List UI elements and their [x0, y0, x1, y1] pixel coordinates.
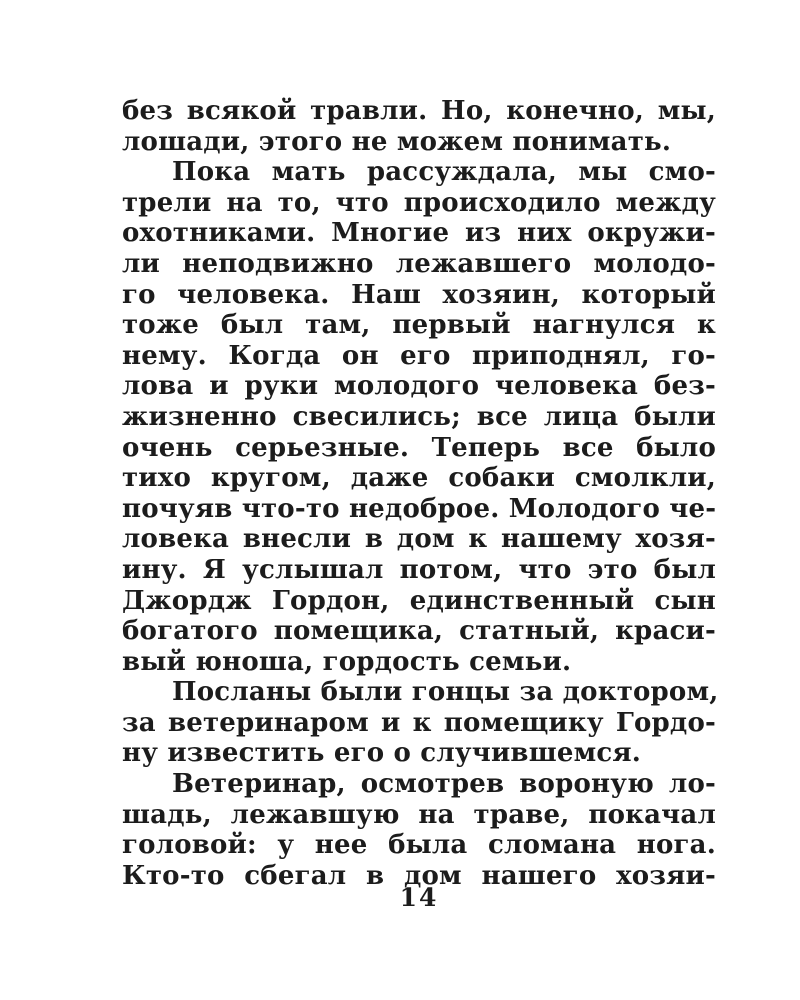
text-line: ину. Я услышал потом, что это был: [122, 554, 716, 585]
text-line: Джордж Гордон, единственный сын: [122, 585, 716, 616]
text-line: жизненно свесились; все лица были: [122, 401, 716, 432]
text-line: тоже был там, первый нагнулся к: [122, 310, 716, 341]
text-line: ну известить его о случившемся.: [122, 738, 642, 769]
text-line: за ветеринаром и к помещику Гордо-: [122, 707, 716, 738]
text-line: очень серьезные. Теперь все было: [122, 432, 716, 463]
text-line: лова и руки молодого человека без-: [122, 371, 716, 402]
text-line: без всякой травли. Но, конечно, мы,: [122, 96, 716, 126]
body-text: [122, 96, 719, 891]
text-line: тихо кругом, даже собаки смолкли,: [122, 463, 716, 494]
text-line: лошади, этого не можем понимать.: [122, 126, 672, 157]
text-line: ловека внесли в дом к нашему хозя-: [122, 524, 716, 555]
text-line: богатого помещика, статный, краси-: [122, 616, 716, 647]
text-line: головой: у нее была сломана нога.: [122, 830, 716, 861]
text-line: Посланы были гонцы за доктором,: [172, 677, 719, 708]
text-line: Кто-то сбегал в дом нашего хозяи-: [122, 860, 716, 891]
text-line: ли неподвижно лежавшего молодо-: [122, 248, 716, 279]
text-line: шадь, лежавшую на траве, покачал: [122, 799, 716, 830]
text-line: почуяв что-то недоброе. Молодого че-: [122, 493, 717, 524]
page-number: 14: [399, 883, 439, 912]
text-line: трели на то, что происходило между: [122, 187, 716, 218]
text-line: Ветеринар, осмотрев вороную ло-: [172, 769, 716, 800]
text-line: вый юноша, гордость семьи.: [122, 646, 572, 677]
text-line: охотниками. Многие из них окружи-: [122, 218, 716, 249]
text-line: го человека. Наш хозяин, который: [122, 279, 716, 310]
text-line: Пока мать рассуждала, мы смо-: [172, 157, 716, 188]
text-line: нему. Когда он его приподнял, го-: [122, 340, 716, 371]
